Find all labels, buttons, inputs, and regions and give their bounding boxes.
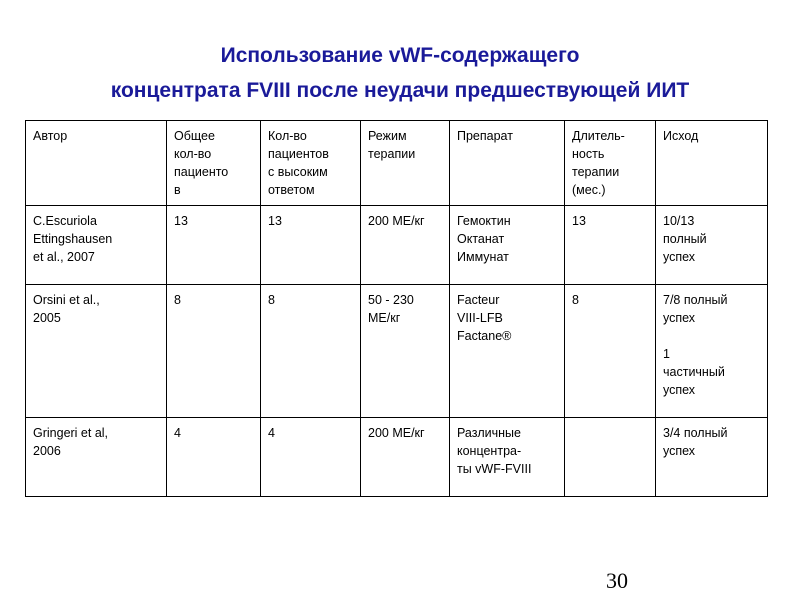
- cell-duration: 8: [565, 285, 656, 418]
- cell-duration: [565, 418, 656, 497]
- results-table: [25, 120, 768, 497]
- cell-total-patients: 4: [167, 418, 261, 497]
- cell-product: Facteur VIII-LFB Factane®: [450, 285, 565, 418]
- cell-high-responders: 4: [261, 418, 361, 497]
- cell-regimen: 50 - 230 МЕ/кг: [361, 285, 450, 418]
- cell-author: Orsini et al., 2005: [26, 285, 167, 418]
- cell-outcome: 7/8 полный успех 1 частичный успех: [656, 285, 768, 418]
- cell-outcome: 3/4 полный успех: [656, 418, 768, 497]
- header-total-patients: Общее кол-во пациенто в: [167, 121, 261, 206]
- header-high-responders: Кол-во пациентов с высоким ответом: [261, 121, 361, 206]
- header-product: Препарат: [450, 121, 565, 206]
- cell-duration: 13: [565, 206, 656, 285]
- slide-title: [0, 38, 800, 108]
- cell-total-patients: 13: [167, 206, 261, 285]
- cell-author: C.Escuriola Ettingshausen et al., 2007: [26, 206, 167, 285]
- cell-total-patients: 8: [167, 285, 261, 418]
- cell-regimen: 200 МЕ/кг: [361, 206, 450, 285]
- cell-regimen: 200 МЕ/кг: [361, 418, 450, 497]
- table-header-row: [26, 121, 768, 206]
- cell-product: Гемоктин Октанат Иммунат: [450, 206, 565, 285]
- header-outcome: Исход: [656, 121, 768, 206]
- slide-title-line-2: концентрата FVIII после неудачи предшествующей ИИТ: [110, 79, 690, 102]
- cell-outcome: 10/13 полный успех: [656, 206, 768, 285]
- outcome-spacer: [663, 327, 761, 345]
- header-author: Автор: [26, 121, 167, 206]
- header-duration: Длитель- ность терапии (мес.): [565, 121, 656, 206]
- table-row: [26, 206, 768, 285]
- table-row: [26, 285, 768, 418]
- cell-author: Gringeri et al, 2006: [26, 418, 167, 497]
- cell-high-responders: 13: [261, 206, 361, 285]
- cell-product: Различные концентра- ты vWF-FVIII: [450, 418, 565, 497]
- slide-title-line-1: Использование vWF-содержащего: [220, 44, 580, 67]
- page-number: 30: [606, 568, 628, 593]
- header-regimen: Режим терапии: [361, 121, 450, 206]
- table-row: [26, 418, 768, 497]
- cell-high-responders: 8: [261, 285, 361, 418]
